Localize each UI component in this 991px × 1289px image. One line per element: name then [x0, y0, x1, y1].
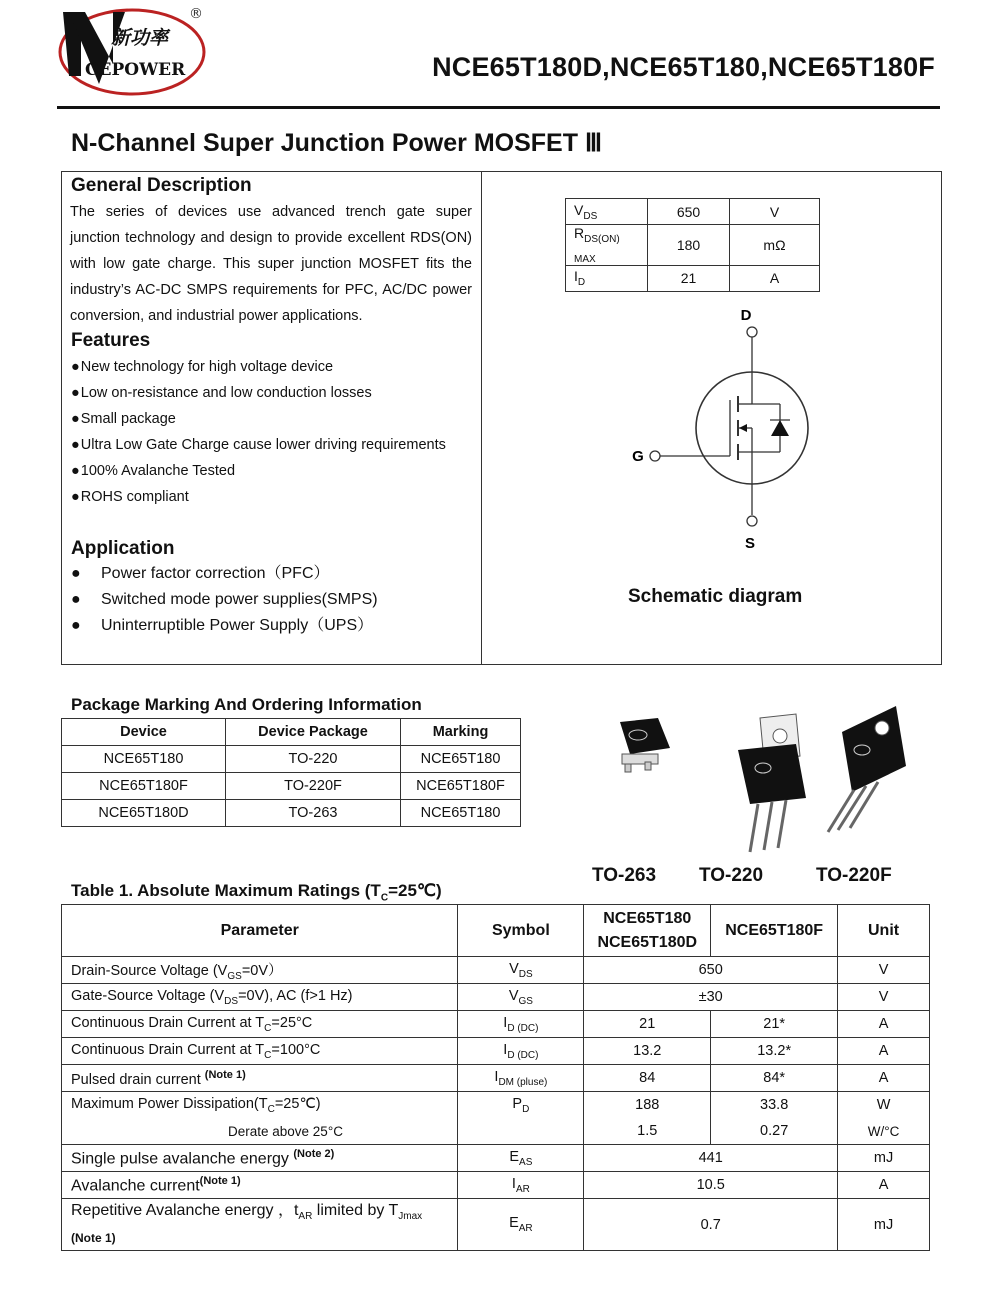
- value-cell: 21: [584, 1011, 711, 1038]
- logo-en-text: CEPOWER: [85, 60, 186, 80]
- symbol-cell: $I_{D (DC)}$: [458, 1038, 584, 1065]
- package-label-to263: TO-263: [592, 865, 657, 886]
- symbol-cell: $P_D$: [458, 1092, 584, 1119]
- features-heading: Features: [71, 330, 151, 351]
- feature-item: ● Ultra Low Gate Charge cause lower driving requirements: [71, 432, 446, 458]
- to263-package-image: [620, 718, 670, 772]
- application-item: ● Power factor correction（PFC）: [71, 565, 330, 582]
- value-cell: 84*: [711, 1065, 838, 1092]
- registered-mark: ®: [189, 6, 203, 22]
- value-cell: 21*: [711, 1011, 838, 1038]
- mosfet-schematic: [620, 300, 840, 560]
- param-cell: Gate-Source Voltage $(V_{DS}=0V)$, AC (f>1 Hz): [62, 984, 458, 1011]
- table-row: [62, 957, 930, 984]
- value-cell: 13.2*: [711, 1038, 838, 1065]
- spec-unit: mΩ: [730, 225, 820, 266]
- body-diode: [771, 420, 789, 436]
- param-cell: Maximum Power $Dissipation(T_C=25℃)$: [62, 1092, 458, 1119]
- param-cell: Continuous Drain Current at $T_C=100^\circ C$: [62, 1038, 458, 1065]
- package-illustrations: [600, 700, 930, 860]
- absolute-maximum-ratings-table: [61, 904, 930, 1251]
- application-item: ● Switched mode power supplies(SMPS): [71, 591, 378, 608]
- value-cell: 10.5: [584, 1172, 838, 1199]
- spec-value: 180: [648, 225, 730, 266]
- value-cell: 441: [584, 1145, 838, 1172]
- drain-label: D: [740, 307, 752, 324]
- unit-cell: W/°C: [838, 1118, 930, 1145]
- value-cell: 33.8: [711, 1092, 838, 1119]
- application-item: ● Uninterruptible Power Supply（UPS）: [71, 617, 374, 634]
- col-header-device-2: NCE65T180F: [711, 905, 838, 957]
- table-row: [62, 800, 521, 827]
- feature-item: ● 100% Avalanche Tested: [71, 458, 446, 484]
- unit-cell: A: [838, 1172, 930, 1199]
- value-cell: 0.7: [584, 1199, 838, 1251]
- company-logo: [55, 4, 210, 98]
- table-row: [62, 746, 521, 773]
- value-cell: 188: [584, 1092, 711, 1119]
- param-cell: Single pulse avalanche energy $^{(Note 2)}$: [62, 1145, 458, 1172]
- unit-cell: V: [838, 984, 930, 1011]
- application-list: [71, 561, 378, 639]
- value-cell: 84: [584, 1065, 711, 1092]
- document-title: N-Channel Super Junction Power MOSFET Ⅲ: [71, 129, 603, 157]
- table-row: [62, 1172, 930, 1199]
- param-cell: Pulsed drain current $^{(Note 1)}$: [62, 1065, 458, 1092]
- package-header-row: [62, 719, 521, 746]
- drain-terminal: [747, 327, 757, 337]
- value-cell: 13.2: [584, 1038, 711, 1065]
- param-cell: Avalanche current$^{(Note 1)}$: [62, 1172, 458, 1199]
- table-cell: NCE65T180F: [401, 773, 521, 800]
- param-cell: Derate above 25°C: [62, 1118, 458, 1145]
- table-row: [62, 1065, 930, 1092]
- table-cell: NCE65T180: [401, 800, 521, 827]
- col-header-parameter: Parameter: [62, 905, 458, 957]
- col-header-unit: Unit: [838, 905, 930, 957]
- table-cell: NCE65T180: [62, 746, 226, 773]
- package-table: [61, 718, 521, 827]
- table-row: [62, 1145, 930, 1172]
- table-row: [62, 773, 521, 800]
- table-row: [62, 1199, 930, 1251]
- logo-cn-text: 新功率: [111, 27, 169, 49]
- symbol-cell: $I_{D (DC)}$: [458, 1011, 584, 1038]
- spec-param: $V_{DS}$: [566, 199, 648, 225]
- spec-row: [566, 199, 820, 225]
- feature-item: ● Small package: [71, 406, 446, 432]
- symbol-cell: $I_{AR}$: [458, 1172, 584, 1199]
- table-cell: TO-220: [226, 746, 401, 773]
- spec-unit: V: [730, 199, 820, 225]
- feature-item: ● New technology for high voltage device: [71, 354, 446, 380]
- value-cell: 1.5: [584, 1118, 711, 1145]
- gate-label: G: [632, 448, 644, 465]
- param-cell: Repetitive Avalanche energy ，$t_{AR}$ limited by $T_{Jmax}$ (Note 1): [62, 1199, 458, 1251]
- table-cell: TO-220F: [226, 773, 401, 800]
- spec-value: 650: [648, 199, 730, 225]
- table-row: [62, 1011, 930, 1038]
- part-numbers: NCE65T180D,NCE65T180,NCE65T180F: [432, 52, 935, 82]
- symbol-cell: $V_{GS}$: [458, 984, 584, 1011]
- spec-value: 21: [648, 265, 730, 291]
- value-cell: ±30: [584, 984, 838, 1011]
- unit-cell: V: [838, 957, 930, 984]
- package-label-to220: TO-220: [699, 865, 764, 886]
- table-cell: NCE65T180D: [62, 800, 226, 827]
- general-description-text: The series of devices use advanced trench gate super junction technology and design to provide excellent RDS(ON) with low gate charge. This super junction MOSFET fits the industry’s AC-DC SMPS requirements for PFC, AC/DC power conversion, and industrial power applications.: [70, 204, 472, 324]
- col-header-device-1: NCE65T180 NCE65T180D: [584, 905, 711, 957]
- table-cell: NCE65T180F: [62, 773, 226, 800]
- table-row: [62, 1118, 930, 1145]
- overview-divider: [481, 171, 482, 665]
- symbol-cell: $E_{AS}$: [458, 1145, 584, 1172]
- table1-heading: Table 1. Absolute Maximum Ratings $(T_C=25℃)$: [71, 881, 442, 904]
- gate-terminal: [650, 451, 660, 461]
- features-list: [71, 354, 446, 510]
- table-row: [62, 1038, 930, 1065]
- source-label: S: [744, 535, 756, 552]
- package-col-header: Device: [62, 719, 226, 746]
- unit-cell: A: [838, 1065, 930, 1092]
- key-spec-table: [565, 198, 820, 292]
- unit-cell: A: [838, 1038, 930, 1065]
- general-description-heading: General Description: [71, 175, 252, 196]
- value-cell: 650: [584, 957, 838, 984]
- table-header-row: [62, 905, 930, 957]
- spec-param: $I_D$: [566, 265, 648, 291]
- symbol-cell: $E_{AR}$: [458, 1199, 584, 1251]
- symbol-cell: $V_{DS}$: [458, 957, 584, 984]
- header-rule: [57, 106, 940, 109]
- table-cell: TO-263: [226, 800, 401, 827]
- col-header-symbol: Symbol: [458, 905, 584, 957]
- table-row: [62, 1092, 930, 1119]
- spec-unit: A: [730, 265, 820, 291]
- application-heading: Application: [71, 538, 175, 559]
- table-cell: NCE65T180: [401, 746, 521, 773]
- package-heading: Package Marking And Ordering Information: [71, 695, 422, 714]
- unit-cell: mJ: [838, 1145, 930, 1172]
- package-label-to220f: TO-220F: [816, 865, 892, 886]
- param-cell: Drain-Source Voltage $(V_{GS}=0V)$: [62, 957, 458, 984]
- spec-row: [566, 225, 820, 266]
- param-cell: Continuous Drain Current at $T_C=25^\circ C$: [62, 1011, 458, 1038]
- to220f-package-image: [828, 706, 906, 832]
- table-row: [62, 984, 930, 1011]
- spec-row: [566, 265, 820, 291]
- schematic-caption: Schematic diagram: [628, 586, 803, 607]
- spec-param: $R_{DS(ON) MAX}$: [566, 225, 648, 266]
- value-cell: 0.27: [711, 1118, 838, 1145]
- feature-item: ● Low on-resistance and low conduction losses: [71, 380, 446, 406]
- unit-cell: A: [838, 1011, 930, 1038]
- package-col-header: Device Package: [226, 719, 401, 746]
- to220-package-image: [738, 714, 806, 852]
- unit-cell: mJ: [838, 1199, 930, 1251]
- feature-item: ● ROHS compliant: [71, 484, 446, 510]
- source-terminal: [747, 516, 757, 526]
- unit-cell: W: [838, 1092, 930, 1119]
- symbol-cell: [458, 1118, 584, 1145]
- package-col-header: Marking: [401, 719, 521, 746]
- symbol-cell: $I_{DM (pluse)}$: [458, 1065, 584, 1092]
